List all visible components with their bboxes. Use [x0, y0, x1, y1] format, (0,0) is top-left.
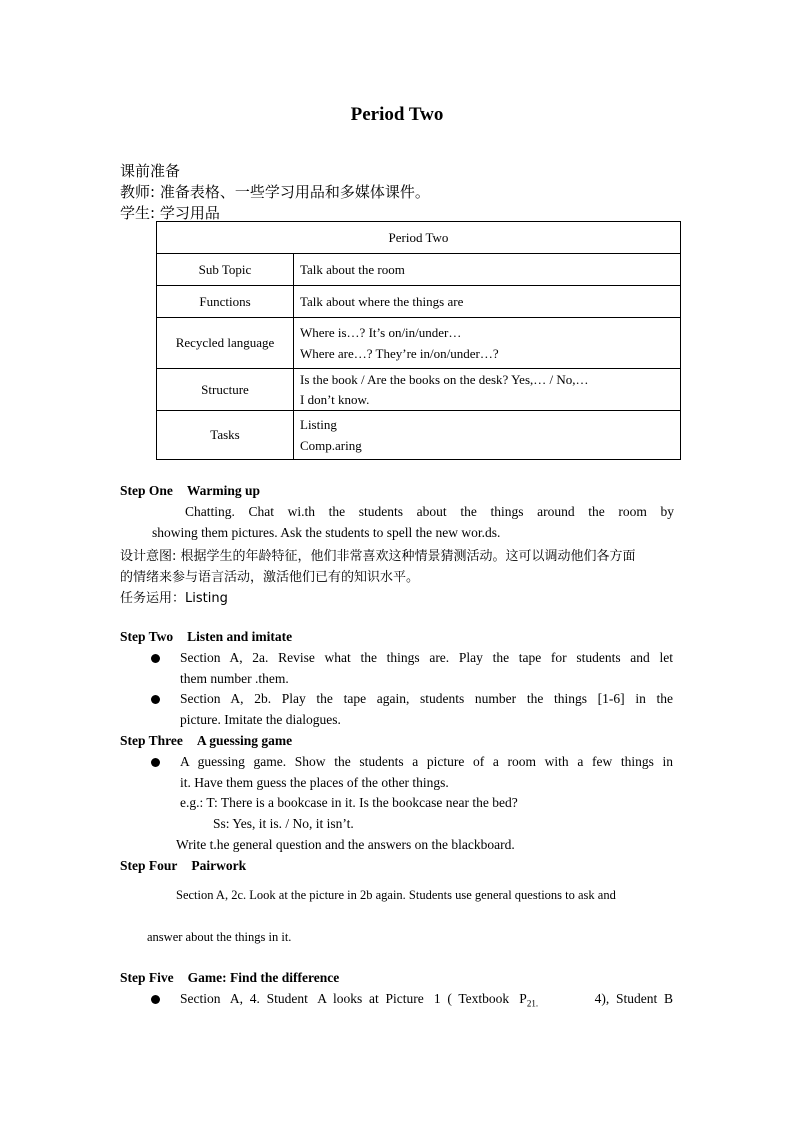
- step-three-line: it. Have them guess the places of the other things.: [180, 775, 449, 790]
- example-students: Ss: Yes, it is. / No, it isn’t.: [213, 816, 354, 831]
- prep-heading: 课前准备: [120, 162, 181, 180]
- step-one-heading: Step One Warming up: [120, 483, 261, 498]
- step-three-heading: Step Three A guessing game: [120, 733, 293, 748]
- row-value: Talk about the room: [294, 254, 681, 286]
- row-value: Listing Comp.aring: [294, 411, 681, 460]
- design-intent-cont: 的情绪来参与语言活动，激活他们已有的知识水平。: [120, 570, 420, 585]
- step-two-heading: Step Two Listen and imitate: [120, 629, 293, 644]
- page-title: Period Two: [350, 104, 444, 125]
- example-teacher: e.g.: T: There is a bookcase in it. Is the bookcase near the bed?: [180, 795, 518, 810]
- table-row: [157, 411, 681, 460]
- step-five-line: Section A, 4. Student A looks at Picture 1 ( Textbook $P_{21.}$ 4), Student B: [180, 991, 673, 1009]
- row-label: Structure: [157, 369, 294, 411]
- table-header: Period Two: [157, 222, 681, 254]
- row-value: Talk about where the things are: [294, 286, 681, 318]
- step-two-line: them number .them.: [180, 671, 289, 686]
- prep-teacher: 教师: 准备表格、一些学习用品和多媒体课件。: [120, 183, 430, 201]
- row-label: Recycled language: [157, 318, 294, 369]
- design-intent: 设计意图: 根据学生的年龄特征，他们非常喜欢这种情景猜测活动。这可以调动他们各方面: [120, 549, 636, 564]
- row-value: Is the book / Are the books on the desk? Yes,… / No,… I don’t know.: [294, 369, 681, 411]
- step-two-line: picture. Imitate the dialogues.: [180, 712, 341, 727]
- step-four-heading: Step Four Pairwork: [120, 858, 247, 873]
- row-label: Tasks: [157, 411, 294, 460]
- row-label: Sub Topic: [157, 254, 294, 286]
- lesson-plan-table: [156, 221, 681, 460]
- row-value: Where is…? It’s on/in/under… Where are…? They’re in/on/under…?: [294, 318, 681, 369]
- bullet-icon: [151, 654, 160, 663]
- step-four-line: Section A, 2c. Look at the picture in 2b again. Students use general questions to ask and: [176, 888, 616, 902]
- step-five-heading: Step Five Game: Find the difference: [120, 970, 340, 985]
- bullet-icon: [151, 758, 160, 767]
- row-label: Functions: [157, 286, 294, 318]
- table-row: [157, 369, 681, 411]
- step-two-line: Section A, 2b. Play the tape again, students number the things [1-6] in the: [180, 691, 673, 706]
- table-row: [157, 318, 681, 369]
- step-three-line: A guessing game. Show the students a picture of a room with a few things in: [180, 754, 673, 769]
- step-two-line: Section A, 2a. Revise what the things are. Play the tape for students and let: [180, 650, 673, 665]
- step-three-line: Write t.he general question and the answers on the blackboard.: [176, 837, 515, 852]
- bullet-icon: [151, 695, 160, 704]
- bullet-icon: [151, 995, 160, 1004]
- table-row: [157, 286, 681, 318]
- step-one-line: showing them pictures. Ask the students to spell the new wor.ds.: [152, 525, 501, 540]
- table-row: [157, 254, 681, 286]
- task-application: 任务运用：Listing: [120, 591, 228, 606]
- step-four-line: answer about the things in it.: [147, 930, 292, 944]
- step-one-line: Chatting. Chat wi.th the students about the things around the room by: [185, 504, 674, 519]
- prep-student: 学生: 学习用品: [120, 204, 220, 222]
